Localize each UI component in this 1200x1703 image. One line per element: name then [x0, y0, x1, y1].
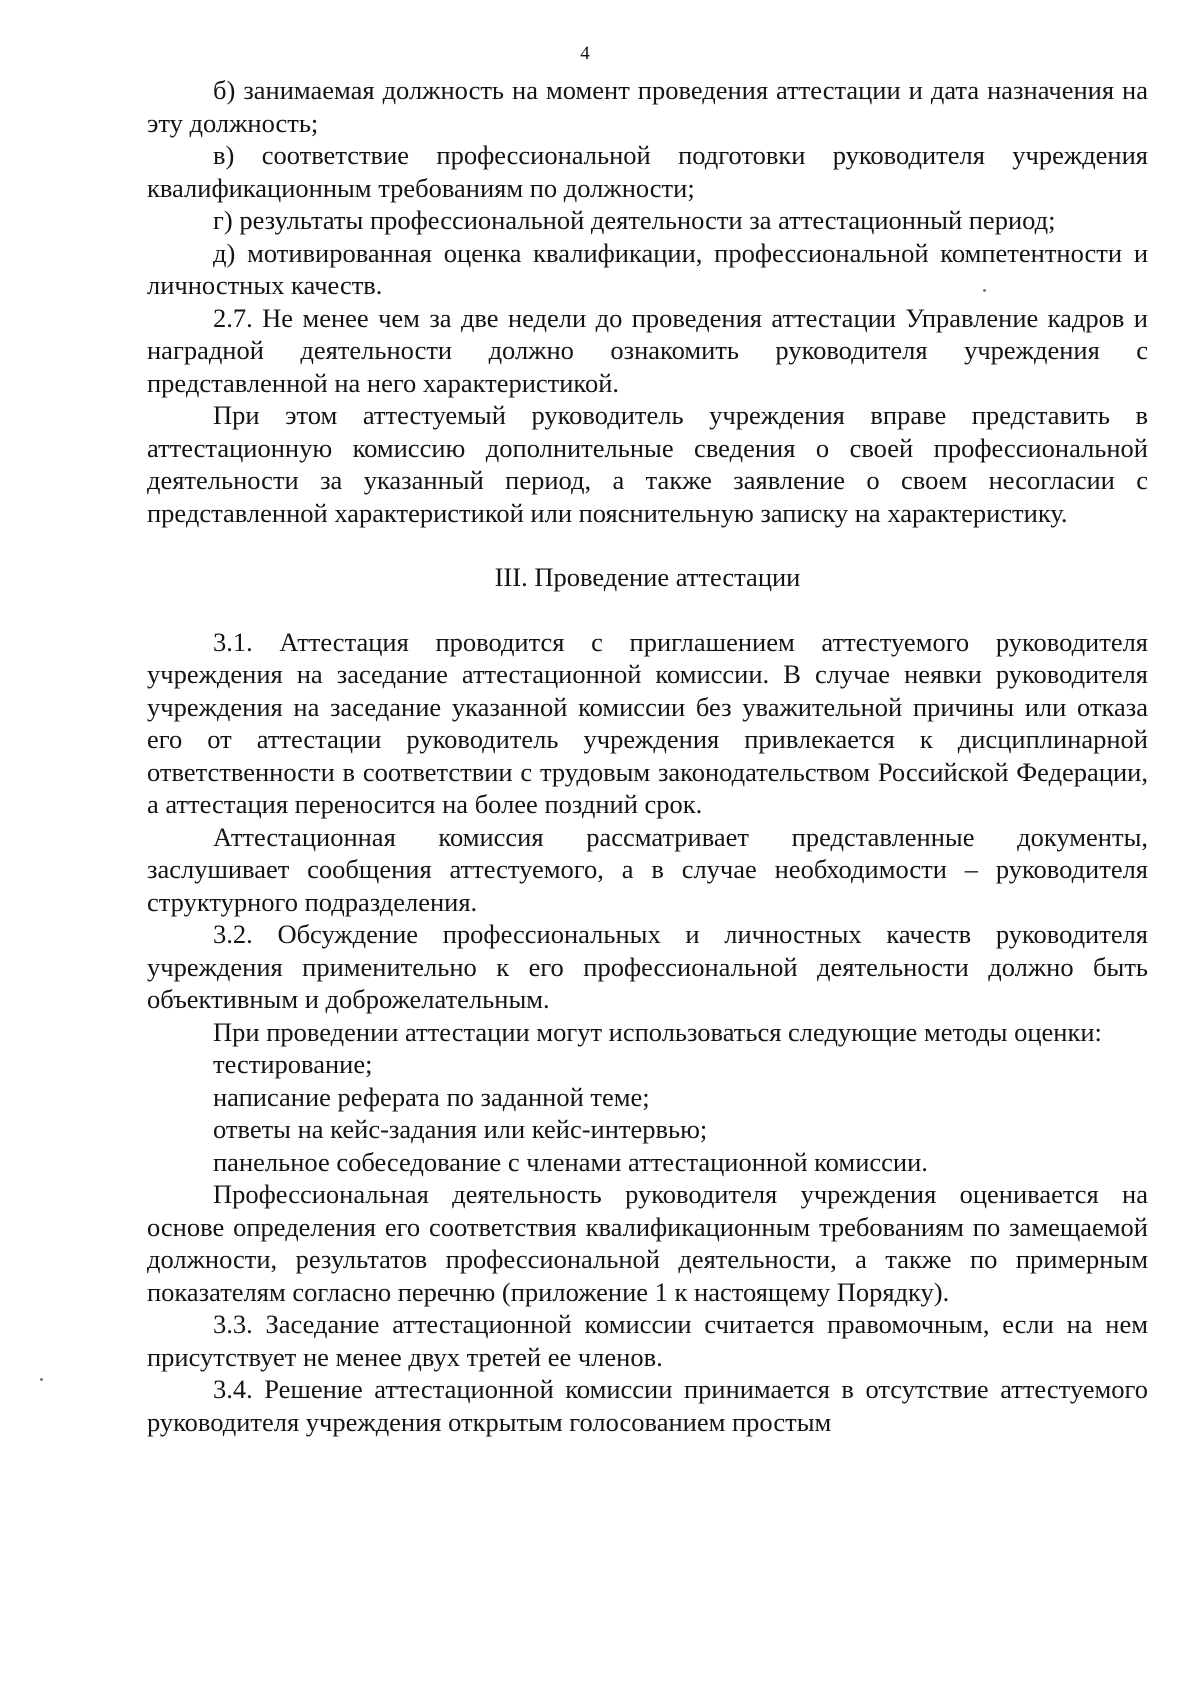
- method-item: написание реферата по заданной теме;: [213, 1081, 650, 1112]
- paragraph-3-4: 3.4. Решение аттестационной комиссии принимается в отсутствие аттестуемого руководителя учреждения открытым голосованием простым: [147, 1374, 1148, 1437]
- scan-speck: [40, 1378, 43, 1381]
- document-body: [147, 74, 1148, 1438]
- paragraph-3-1-commission: Аттестационная комиссия рассматривает представленные документы, заслушивает сообщения аттестуемого, а в случае необходимости – руководителя структурного подразделения.: [147, 821, 1148, 917]
- method-item: ответы на кейс-задания или кейс-интервью;: [213, 1114, 708, 1144]
- paragraph-3-2: 3.2. Обсуждение профессиональных и личностных качеств руководителя учреждения применительно к его профессиональной деятельности должно быть объективным и доброжелательным.: [147, 919, 1148, 1014]
- paragraph-3-3: 3.3. Заседание аттестационной комиссии считается правомочным, если на нем присутствует не менее двух третей ее членов.: [147, 1309, 1148, 1372]
- section-heading: III. Проведение аттестации: [494, 562, 801, 592]
- paragraph-3-1: 3.1. Аттестация проводится с приглашением аттестуемого руководителя учреждения на заседание аттестационной комиссии. В случае неявки руководителя учреждения на заседание указанной комиссии без уважительной причины или отказа его от аттестации руководитель учреждения привлекается к дисциплинарной ответственности в соответствии с трудовым законодательством Российской Федерации, а аттестация переносится на более поздний срок.: [147, 626, 1148, 819]
- paragraph-v: в) соответствие профессиональной подготовки руководителя учреждения квалификационным требованиям по должности;: [147, 140, 1148, 203]
- method-item: панельное собеседование с членами аттестационной комиссии.: [213, 1146, 928, 1177]
- method-item: тестирование;: [213, 1049, 373, 1079]
- page-number: 4: [580, 43, 590, 64]
- paragraph-methods-intro: При проведении аттестации могут использоваться следующие методы оценки:: [213, 1016, 1102, 1047]
- scan-speck: [983, 289, 986, 292]
- paragraph-b: б) занимаемая должность на момент проведения аттестации и дата назначения на эту должность;: [147, 75, 1148, 138]
- paragraph-evaluation: Профессиональная деятельность руководителя учреждения оценивается на основе определения его соответствия квалификационным требованиям по замещаемой должности, результатов профессиональной деятельности, а также по примерным показателям согласно перечню (приложение 1 к настоящему Порядку).: [147, 1179, 1148, 1307]
- paragraph-d: д) мотивированная оценка квалификации, профессиональной компетентности и личностных качеств.: [147, 237, 1148, 300]
- paragraph-g: г) результаты профессиональной деятельности за аттестационный период;: [213, 205, 1056, 235]
- paragraph-2-7-note: При этом аттестуемый руководитель учреждения вправе представить в аттестационную комиссию дополнительные сведения о своей профессиональной деятельности за указанный период, а также заявление о своем несогласии с представленной характеристикой или пояснительную записку на характеристику.: [147, 400, 1148, 528]
- paragraph-2-7: 2.7. Не менее чем за две недели до проведения аттестации Управление кадров и наградной деятельности должно ознакомить руководителя учреждения с представленной на него характеристикой.: [147, 302, 1148, 398]
